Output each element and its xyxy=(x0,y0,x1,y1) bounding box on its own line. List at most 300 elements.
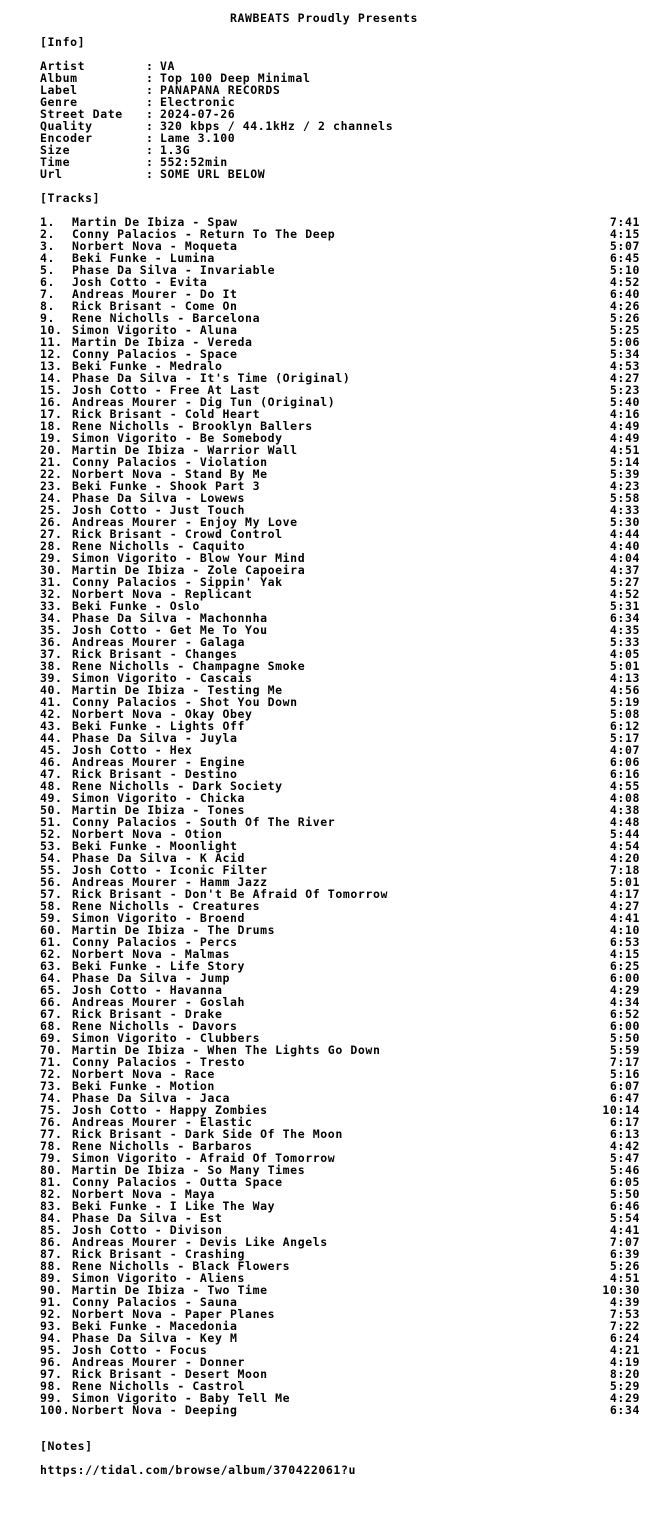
info-value: SOME URL BELOW xyxy=(160,167,266,181)
track-title: Phase Da Silva - Lowews xyxy=(72,491,246,505)
track-duration: 6:12 xyxy=(609,719,640,733)
track-duration: 4:08 xyxy=(609,791,640,805)
track-duration: 5:40 xyxy=(609,395,640,409)
info-value: 552:52min xyxy=(160,155,228,169)
track-duration: 6:52 xyxy=(609,1007,640,1021)
notes-section-header: [Notes] xyxy=(40,1439,93,1453)
track-duration: 6:39 xyxy=(609,1247,640,1261)
track-number: 96. xyxy=(40,1355,63,1369)
track-title: Simon Vigorito - Be Somebody xyxy=(72,431,283,445)
track-title: Norbert Nova - Replicant xyxy=(72,587,253,601)
track-number: 86. xyxy=(40,1235,63,1249)
track-title: Rick Brisant - Cold Heart xyxy=(72,407,261,421)
track-duration: 5:26 xyxy=(609,311,640,325)
track-number: 19. xyxy=(40,431,63,445)
track-duration: 5:10 xyxy=(609,263,640,277)
track-number: 87. xyxy=(40,1247,63,1261)
track-duration: 5:44 xyxy=(609,827,640,841)
track-duration: 4:52 xyxy=(609,275,640,289)
info-separator: : xyxy=(146,83,154,97)
track-number: 83. xyxy=(40,1199,63,1213)
track-number: 54. xyxy=(40,851,63,865)
track-duration: 4:15 xyxy=(609,947,640,961)
track-duration: 7:17 xyxy=(609,1055,640,1069)
track-title: Martin De Ibiza - Vereda xyxy=(72,335,253,349)
track-number: 76. xyxy=(40,1115,63,1129)
track-number: 89. xyxy=(40,1271,63,1285)
track-number: 35. xyxy=(40,623,63,637)
track-title: Andreas Mourer - Galaga xyxy=(72,635,246,649)
track-title: Martin De Ibiza - Warrior Wall xyxy=(72,443,298,457)
track-number: 95. xyxy=(40,1343,63,1357)
track-number: 5. xyxy=(40,263,56,277)
track-duration: 5:25 xyxy=(609,323,640,337)
info-key: Size xyxy=(40,143,71,157)
track-title: Rene Nicholls - Black Flowers xyxy=(72,1259,291,1273)
track-title: Josh Cotto - Havanna xyxy=(72,983,223,997)
track-duration: 6:17 xyxy=(609,1115,640,1129)
track-title: Andreas Mourer - Devis Like Angels xyxy=(72,1235,328,1249)
track-title: Josh Cotto - Happy Zombies xyxy=(72,1103,268,1117)
track-duration: 4:39 xyxy=(609,1295,640,1309)
track-number: 12. xyxy=(40,347,63,361)
track-number: 42. xyxy=(40,707,63,721)
track-number: 49. xyxy=(40,791,63,805)
track-title: Josh Cotto - Get Me To You xyxy=(72,623,268,637)
track-title: Conny Palacios - South Of The River xyxy=(72,815,336,829)
track-duration: 4:56 xyxy=(609,683,640,697)
track-list xyxy=(40,216,640,1416)
track-number: 8. xyxy=(40,299,56,313)
track-title: Beki Funke - Medralo xyxy=(72,359,223,373)
track-title: Andreas Mourer - Engine xyxy=(72,755,246,769)
track-duration: 6:00 xyxy=(609,971,640,985)
track-duration: 4:04 xyxy=(609,551,640,565)
track-number: 93. xyxy=(40,1319,63,1333)
track-title: Conny Palacios - Sippin' Yak xyxy=(72,575,283,589)
track-title: Beki Funke - Macedonia xyxy=(72,1319,238,1333)
track-duration: 4:29 xyxy=(609,1391,640,1405)
track-duration: 5:54 xyxy=(609,1211,640,1225)
track-number: 6. xyxy=(40,275,56,289)
track-number: 55. xyxy=(40,863,63,877)
track-duration: 4:19 xyxy=(609,1355,640,1369)
track-title: Phase Da Silva - Invariable xyxy=(72,263,276,277)
track-title: Beki Funke - Lumina xyxy=(72,251,215,265)
track-duration: 5:50 xyxy=(609,1031,640,1045)
track-duration: 4:40 xyxy=(609,539,640,553)
track-title: Norbert Nova - Race xyxy=(72,1067,215,1081)
track-duration: 7:07 xyxy=(609,1235,640,1249)
track-title: Conny Palacios - Shot You Down xyxy=(72,695,298,709)
track-duration: 6:53 xyxy=(609,935,640,949)
info-separator: : xyxy=(146,155,154,169)
track-title: Rick Brisant - Drake xyxy=(72,1007,223,1021)
track-title: Simon Vigorito - Clubbers xyxy=(72,1031,261,1045)
track-number: 29. xyxy=(40,551,63,565)
track-duration: 5:33 xyxy=(609,635,640,649)
track-duration: 4:51 xyxy=(609,1271,640,1285)
info-key: Time xyxy=(40,155,71,169)
track-number: 59. xyxy=(40,911,63,925)
track-number: 21. xyxy=(40,455,63,469)
track-row xyxy=(40,1404,640,1416)
track-number: 4. xyxy=(40,251,56,265)
track-number: 70. xyxy=(40,1043,63,1057)
track-number: 52. xyxy=(40,827,63,841)
track-duration: 4:42 xyxy=(609,1139,640,1153)
track-title: Norbert Nova - Maya xyxy=(72,1187,215,1201)
track-duration: 5:29 xyxy=(609,1379,640,1393)
track-duration: 6:47 xyxy=(609,1091,640,1105)
info-separator: : xyxy=(146,131,154,145)
track-title: Conny Palacios - Outta Space xyxy=(72,1175,283,1189)
track-duration: 6:06 xyxy=(609,755,640,769)
track-number: 45. xyxy=(40,743,63,757)
track-title: Simon Vigorito - Blow Your Mind xyxy=(72,551,306,565)
track-title: Norbert Nova - Moqueta xyxy=(72,239,238,253)
track-duration: 6:25 xyxy=(609,959,640,973)
track-duration: 5:58 xyxy=(609,491,640,505)
track-title: Rick Brisant - Desert Moon xyxy=(72,1367,268,1381)
track-duration: 4:41 xyxy=(609,1223,640,1237)
info-row xyxy=(40,132,393,144)
track-title: Andreas Mourer - Hamm Jazz xyxy=(72,875,268,889)
track-duration: 5:59 xyxy=(609,1043,640,1057)
track-title: Rene Nicholls - Castrol xyxy=(72,1379,246,1393)
track-duration: 5:50 xyxy=(609,1187,640,1201)
info-section-header: [Info] xyxy=(40,35,86,49)
track-title: Norbert Nova - Deeping xyxy=(72,1403,238,1417)
track-number: 62. xyxy=(40,947,63,961)
track-title: Beki Funke - Motion xyxy=(72,1079,215,1093)
track-duration: 4:37 xyxy=(609,563,640,577)
track-duration: 7:53 xyxy=(609,1307,640,1321)
track-duration: 5:46 xyxy=(609,1163,640,1177)
track-number: 71. xyxy=(40,1055,63,1069)
track-title: Martin De Ibiza - Two Time xyxy=(72,1283,268,1297)
track-duration: 5:01 xyxy=(609,659,640,673)
track-title: Martin De Ibiza - So Many Times xyxy=(72,1163,306,1177)
track-duration: 4:17 xyxy=(609,887,640,901)
track-title: Rick Brisant - Dark Side Of The Moon xyxy=(72,1127,343,1141)
track-title: Rene Nicholls - Dark Society xyxy=(72,779,283,793)
track-duration: 5:16 xyxy=(609,1067,640,1081)
track-duration: 5:01 xyxy=(609,875,640,889)
info-value: 320 kbps / 44.1kHz / 2 channels xyxy=(160,119,394,133)
track-title: Rick Brisant - Come On xyxy=(72,299,238,313)
track-number: 64. xyxy=(40,971,63,985)
track-duration: 4:48 xyxy=(609,815,640,829)
track-number: 37. xyxy=(40,647,63,661)
track-number: 16. xyxy=(40,395,63,409)
track-duration: 4:49 xyxy=(609,419,640,433)
track-number: 20. xyxy=(40,443,63,457)
info-key: Street Date xyxy=(40,107,123,121)
track-title: Andreas Mourer - Goslah xyxy=(72,995,246,1009)
track-title: Conny Palacios - Tresto xyxy=(72,1055,246,1069)
track-number: 43. xyxy=(40,719,63,733)
track-title: Josh Cotto - Focus xyxy=(72,1343,208,1357)
track-duration: 4:55 xyxy=(609,779,640,793)
track-number: 22. xyxy=(40,467,63,481)
track-title: Andreas Mourer - Dig Tun (Original) xyxy=(72,395,336,409)
track-title: Rick Brisant - Destino xyxy=(72,767,238,781)
track-number: 90. xyxy=(40,1283,63,1297)
track-number: 36. xyxy=(40,635,63,649)
track-number: 53. xyxy=(40,839,63,853)
track-number: 72. xyxy=(40,1067,63,1081)
track-title: Norbert Nova - Otion xyxy=(72,827,223,841)
track-number: 66. xyxy=(40,995,63,1009)
track-number: 75. xyxy=(40,1103,63,1117)
track-number: 46. xyxy=(40,755,63,769)
track-duration: 4:52 xyxy=(609,587,640,601)
track-number: 63. xyxy=(40,959,63,973)
track-duration: 4:15 xyxy=(609,227,640,241)
track-title: Phase Da Silva - Key M xyxy=(72,1331,238,1345)
track-number: 61. xyxy=(40,935,63,949)
track-title: Simon Vigorito - Afraid Of Tomorrow xyxy=(72,1151,336,1165)
track-number: 88. xyxy=(40,1259,63,1273)
track-title: Phase Da Silva - Jump xyxy=(72,971,230,985)
track-title: Norbert Nova - Malmas xyxy=(72,947,230,961)
track-number: 77. xyxy=(40,1127,63,1141)
track-duration: 10:14 xyxy=(602,1103,640,1117)
track-number: 13. xyxy=(40,359,63,373)
info-key: Encoder xyxy=(40,131,93,145)
track-number: 60. xyxy=(40,923,63,937)
track-number: 50. xyxy=(40,803,63,817)
track-number: 26. xyxy=(40,515,63,529)
track-title: Martin De Ibiza - Tones xyxy=(72,803,246,817)
track-number: 38. xyxy=(40,659,63,673)
track-duration: 4:16 xyxy=(609,407,640,421)
track-duration: 5:17 xyxy=(609,731,640,745)
track-title: Phase Da Silva - It's Time (Original) xyxy=(72,371,351,385)
track-number: 67. xyxy=(40,1007,63,1021)
track-duration: 4:29 xyxy=(609,983,640,997)
track-duration: 4:27 xyxy=(609,899,640,913)
track-title: Josh Cotto - Divison xyxy=(72,1223,223,1237)
track-duration: 6:00 xyxy=(609,1019,640,1033)
track-number: 18. xyxy=(40,419,63,433)
track-duration: 6:45 xyxy=(609,251,640,265)
track-title: Conny Palacios - Space xyxy=(72,347,238,361)
info-separator: : xyxy=(146,119,154,133)
track-title: Phase Da Silva - K Acid xyxy=(72,851,246,865)
track-duration: 4:44 xyxy=(609,527,640,541)
info-separator: : xyxy=(146,143,154,157)
track-number: 74. xyxy=(40,1091,63,1105)
page-title: RAWBEATS Proudly Presents xyxy=(229,11,419,25)
track-title: Rene Nicholls - Barcelona xyxy=(72,311,261,325)
track-number: 78. xyxy=(40,1139,63,1153)
track-number: 97. xyxy=(40,1367,63,1381)
info-value: PANAPANA RECORDS xyxy=(160,83,281,97)
track-title: Martin De Ibiza - When The Lights Go Down xyxy=(72,1043,381,1057)
track-number: 84. xyxy=(40,1211,63,1225)
info-key: Quality xyxy=(40,119,93,133)
track-title: Simon Vigorito - Baby Tell Me xyxy=(72,1391,291,1405)
track-title: Simon Vigorito - Aluna xyxy=(72,323,238,337)
track-title: Beki Funke - Oslo xyxy=(72,599,200,613)
track-title: Rene Nicholls - Barbaros xyxy=(72,1139,253,1153)
track-number: 44. xyxy=(40,731,63,745)
track-title: Simon Vigorito - Broend xyxy=(72,911,246,925)
track-number: 57. xyxy=(40,887,63,901)
track-duration: 4:38 xyxy=(609,803,640,817)
track-duration: 4:05 xyxy=(609,647,640,661)
track-duration: 8:20 xyxy=(609,1367,640,1381)
track-number: 51. xyxy=(40,815,63,829)
track-duration: 4:33 xyxy=(609,503,640,517)
track-number: 47. xyxy=(40,767,63,781)
track-title: Beki Funke - Moonlight xyxy=(72,839,238,853)
track-number: 56. xyxy=(40,875,63,889)
track-title: Rick Brisant - Crowd Control xyxy=(72,527,283,541)
track-number: 73. xyxy=(40,1079,63,1093)
info-value: VA xyxy=(160,59,176,73)
track-title: Beki Funke - Lights Off xyxy=(72,719,246,733)
track-number: 31. xyxy=(40,575,63,589)
track-number: 14. xyxy=(40,371,63,385)
info-key: Label xyxy=(40,83,78,97)
track-title: Phase Da Silva - Machonnha xyxy=(72,611,268,625)
track-number: 10. xyxy=(40,323,63,337)
track-duration: 5:07 xyxy=(609,239,640,253)
track-duration: 6:05 xyxy=(609,1175,640,1189)
track-number: 91. xyxy=(40,1295,63,1309)
track-number: 3. xyxy=(40,239,56,253)
track-duration: 6:34 xyxy=(609,611,640,625)
track-number: 28. xyxy=(40,539,63,553)
track-number: 68. xyxy=(40,1019,63,1033)
track-number: 94. xyxy=(40,1331,63,1345)
track-duration: 6:07 xyxy=(609,1079,640,1093)
track-title: Simon Vigorito - Cascais xyxy=(72,671,253,685)
track-number: 17. xyxy=(40,407,63,421)
info-separator: : xyxy=(146,95,154,109)
info-value: Top 100 Deep Minimal xyxy=(160,71,311,85)
track-duration: 5:14 xyxy=(609,455,640,469)
track-number: 15. xyxy=(40,383,63,397)
track-number: 65. xyxy=(40,983,63,997)
track-duration: 4:35 xyxy=(609,623,640,637)
track-number: 58. xyxy=(40,899,63,913)
track-duration: 4:51 xyxy=(609,443,640,457)
info-value: Lame 3.100 xyxy=(160,131,236,145)
track-title: Martin De Ibiza - The Drums xyxy=(72,923,276,937)
info-separator: : xyxy=(146,59,154,73)
track-title: Andreas Mourer - Do It xyxy=(72,287,238,301)
track-number: 98. xyxy=(40,1379,63,1393)
track-number: 48. xyxy=(40,779,63,793)
track-title: Andreas Mourer - Donner xyxy=(72,1355,246,1369)
track-title: Andreas Mourer - Enjoy My Love xyxy=(72,515,298,529)
info-row xyxy=(40,168,393,180)
track-title: Andreas Mourer - Elastic xyxy=(72,1115,253,1129)
info-value: 2024-07-26 xyxy=(160,107,236,121)
track-number: 32. xyxy=(40,587,63,601)
track-title: Rene Nicholls - Champagne Smoke xyxy=(72,659,306,673)
track-duration: 4:53 xyxy=(609,359,640,373)
track-title: Beki Funke - I Like The Way xyxy=(72,1199,276,1213)
track-title: Josh Cotto - Free At Last xyxy=(72,383,261,397)
notes-url: https://tidal.com/browse/album/370422061?u xyxy=(40,1463,356,1477)
track-duration: 6:24 xyxy=(609,1331,640,1345)
track-number: 7. xyxy=(40,287,56,301)
track-title: Josh Cotto - Just Touch xyxy=(72,503,246,517)
track-duration: 5:31 xyxy=(609,599,640,613)
track-duration: 10:30 xyxy=(602,1283,640,1297)
track-number: 41. xyxy=(40,695,63,709)
track-duration: 4:20 xyxy=(609,851,640,865)
track-title: Simon Vigorito - Aliens xyxy=(72,1271,246,1285)
track-duration: 5:47 xyxy=(609,1151,640,1165)
track-duration: 5:30 xyxy=(609,515,640,529)
track-number: 34. xyxy=(40,611,63,625)
track-title: Beki Funke - Life Story xyxy=(72,959,246,973)
track-duration: 5:19 xyxy=(609,695,640,709)
track-title: Norbert Nova - Stand By Me xyxy=(72,467,268,481)
track-number: 99. xyxy=(40,1391,63,1405)
track-title: Rene Nicholls - Davors xyxy=(72,1019,238,1033)
track-duration: 4:07 xyxy=(609,743,640,757)
track-title: Josh Cotto - Hex xyxy=(72,743,193,757)
info-value: 1.3G xyxy=(160,143,191,157)
track-duration: 6:34 xyxy=(609,1403,640,1417)
track-number: 80. xyxy=(40,1163,63,1177)
track-title: Martin De Ibiza - Spaw xyxy=(72,215,238,229)
track-number: 23. xyxy=(40,479,63,493)
track-duration: 7:22 xyxy=(609,1319,640,1333)
track-duration: 4:49 xyxy=(609,431,640,445)
track-duration: 5:23 xyxy=(609,383,640,397)
track-duration: 4:54 xyxy=(609,839,640,853)
track-duration: 4:13 xyxy=(609,671,640,685)
track-number: 85. xyxy=(40,1223,63,1237)
info-separator: : xyxy=(146,71,154,85)
track-title: Martin De Ibiza - Testing Me xyxy=(72,683,283,697)
info-key: Artist xyxy=(40,59,86,73)
track-title: Rick Brisant - Crashing xyxy=(72,1247,246,1261)
track-duration: 5:08 xyxy=(609,707,640,721)
track-number: 30. xyxy=(40,563,63,577)
track-duration: 7:41 xyxy=(609,215,640,229)
info-value: Electronic xyxy=(160,95,236,109)
track-title: Josh Cotto - Evita xyxy=(72,275,208,289)
track-title: Conny Palacios - Violation xyxy=(72,455,268,469)
track-title: Norbert Nova - Paper Planes xyxy=(72,1307,276,1321)
track-duration: 4:23 xyxy=(609,479,640,493)
track-title: Rene Nicholls - Caquito xyxy=(72,539,246,553)
track-title: Simon Vigorito - Chicka xyxy=(72,791,246,805)
track-duration: 4:21 xyxy=(609,1343,640,1357)
track-duration: 5:39 xyxy=(609,467,640,481)
track-title: Rene Nicholls - Brooklyn Ballers xyxy=(72,419,313,433)
track-duration: 6:16 xyxy=(609,767,640,781)
track-number: 82. xyxy=(40,1187,63,1201)
track-title: Phase Da Silva - Juyla xyxy=(72,731,238,745)
track-duration: 6:46 xyxy=(609,1199,640,1213)
track-number: 100. xyxy=(40,1403,71,1417)
track-duration: 4:41 xyxy=(609,911,640,925)
track-title: Martin De Ibiza - Zole Capoeira xyxy=(72,563,306,577)
track-duration: 5:06 xyxy=(609,335,640,349)
track-number: 40. xyxy=(40,683,63,697)
track-duration: 4:34 xyxy=(609,995,640,1009)
